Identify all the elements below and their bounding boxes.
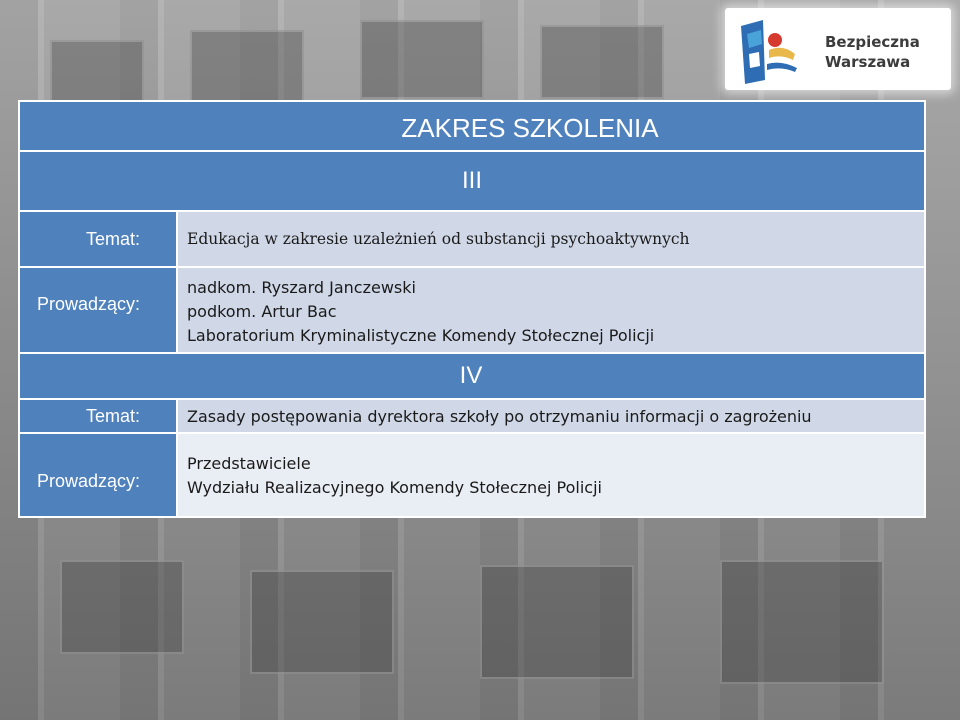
section-3-topic-cell xyxy=(177,211,925,267)
section-4-lead-cell xyxy=(177,433,925,517)
table-row xyxy=(19,267,925,353)
table-row xyxy=(19,211,925,267)
section-3-topic-label: Temat: xyxy=(85,228,140,249)
section-3-lead-line: nadkom. Ryszard Janczewski xyxy=(187,278,416,297)
section-3-lead-label-cell xyxy=(19,267,177,353)
section-4-topic-cell xyxy=(177,399,925,433)
section-4-topic: Zasady postępowania dyrektora szkoły po otrzymaniu informacji o zagrożeniu xyxy=(187,406,812,426)
section-3-header xyxy=(19,151,925,211)
section-3-lead-line: Laboratorium Kryminalistyczne Komendy Stołecznej Policji xyxy=(187,326,655,345)
table-row xyxy=(19,433,925,517)
table-title-cell xyxy=(19,101,925,151)
logo-text-line-2: Warszawa xyxy=(825,53,911,71)
logo-text xyxy=(825,32,920,72)
section-4-topic-label: Temat: xyxy=(85,405,140,426)
section-4-lead-line: Wydziału Realizacyjnego Komendy Stołecznej Policji xyxy=(187,478,602,497)
section-3-lead-line: podkom. Artur Bac xyxy=(187,302,337,321)
table-title: ZAKRES SZKOLENIA xyxy=(401,112,659,143)
table-row xyxy=(19,399,925,433)
training-scope-table xyxy=(18,100,926,518)
section-3-topic-label-cell xyxy=(19,211,177,267)
section-4-topic-label-cell xyxy=(19,399,177,433)
section-4-lead-label-cell xyxy=(19,433,177,517)
section-3-lead-cell xyxy=(177,267,925,353)
logo-text-line-1: Bezpieczna xyxy=(825,33,920,51)
section-3-lead-label: Prowadzący: xyxy=(36,293,140,314)
section-4-header xyxy=(19,353,925,399)
bezpieczna-warszawa-logo xyxy=(725,8,951,90)
section-3-topic: Edukacja w zakresie uzależnień od substancji psychoaktywnych xyxy=(187,230,690,248)
section-4-lead-label: Prowadzący: xyxy=(36,470,140,491)
section-3-numeral: III xyxy=(461,167,482,194)
warsaw-mermaid-logo-icon xyxy=(735,14,805,86)
section-4-numeral: IV xyxy=(459,362,483,389)
section-4-lead-line: Przedstawiciele xyxy=(187,454,311,473)
